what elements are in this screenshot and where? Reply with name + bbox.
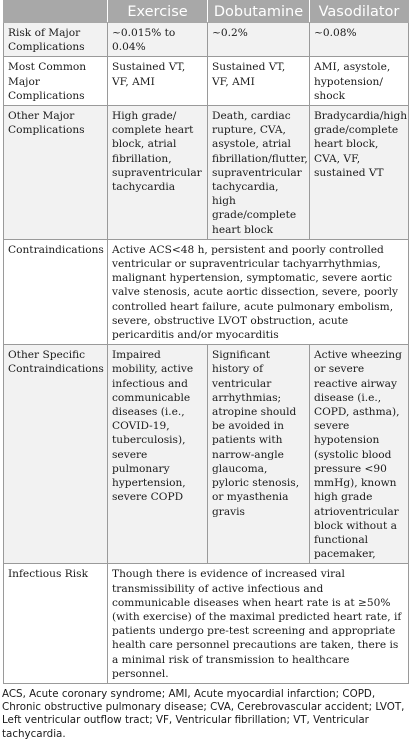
table-cell: ~0.08% xyxy=(310,23,409,57)
table-cell-spanning: Active ACS<48 h, persistent and poorly controlled ventricular or supraventricular tachyarrhythmias, malignant hypertension, symptomatic, severe aortic valve stenosis, acute aortic dissection, severe, poorly controlled heart failure, acute pulmonary embolism, severe, obstructive LVOT obstruction, acute pericarditis and/or myocarditis xyxy=(108,239,409,344)
table-row-common-complications xyxy=(4,57,409,106)
header-vasodilator: Vasodilator xyxy=(310,1,409,23)
table-header-row xyxy=(4,1,409,23)
table-cell: AMI, asystole, hypotension/ shock xyxy=(310,57,409,106)
row-label: Infectious Risk xyxy=(4,564,108,684)
row-label: Most Common Major Complications xyxy=(4,57,108,106)
table-row-infectious-risk xyxy=(4,564,409,684)
row-label: Other Major Complications xyxy=(4,106,108,240)
table-row-other-complications xyxy=(4,106,409,240)
table-cell: High grade/ complete heart block, atrial fibrillation, supraventricular tachycardia xyxy=(108,106,208,240)
table-cell: Significant history of ventricular arrhythmias; atropine should be avoided in patients with narrow-angle glaucoma, pyloric stenosis, or myasthenia gravis xyxy=(208,345,310,564)
table-cell: Bradycardia/high grade/complete heart block, CVA, VF, sustained VT xyxy=(310,106,409,240)
header-dobutamine: Dobutamine xyxy=(208,1,310,23)
row-label: Other Specific Contraindications xyxy=(4,345,108,564)
header-exercise: Exercise xyxy=(108,1,208,23)
row-label: Contraindications xyxy=(4,239,108,344)
table-cell: Death, cardiac rupture, CVA, asystole, atrial fibrillation/flutter, supraventricular tachycardia, high grade/complete heart block xyxy=(208,106,310,240)
table-row-contraindications xyxy=(4,239,409,344)
table-cell-spanning: Though there is evidence of increased viral transmissibility of active infectious and communicable diseases when heart rate is at ≥50% (with exercise) of the maximal predicted heart rate, if patients undergo pre-test screening and appropriate health care personnel precautions are taken, there is a minimal risk of transmission to healthcare personnel. xyxy=(108,564,409,684)
table-cell: ~0.2% xyxy=(208,23,310,57)
table-cell: Sustained VT, VF, AMI xyxy=(208,57,310,106)
table-cell: Active wheezing or severe reactive airway disease (i.e., COPD, asthma), severe hypotension (systolic blood pressure <90 mmHg), known high grade atrioventricular block without a functional pacemaker, xyxy=(310,345,409,564)
header-blank-cell xyxy=(4,1,108,23)
table-row-risk xyxy=(4,23,409,57)
table-footnote: ACS, Acute coronary syndrome; AMI, Acute myocardial infarction; COPD, Chronic obstructive pulmonary disease; CVA, Cerebrovascular accident; LVOT, Left ventricular outflow tract; VF, Ventricular fibrillation; VT, Ventricular tachycardia. xyxy=(2,688,405,740)
table-cell: Impaired mobility, active infectious and communicable diseases (i.e., COVID-19, tuberculosis), severe pulmonary hypertension, severe COPD xyxy=(108,345,208,564)
stress-test-comparison-table xyxy=(3,0,409,684)
table-cell: ~0.015% to 0.04% xyxy=(108,23,208,57)
table-cell: Sustained VT, VF, AMI xyxy=(108,57,208,106)
row-label: Risk of Major Complications xyxy=(4,23,108,57)
table-row-specific-contraindications xyxy=(4,345,409,564)
